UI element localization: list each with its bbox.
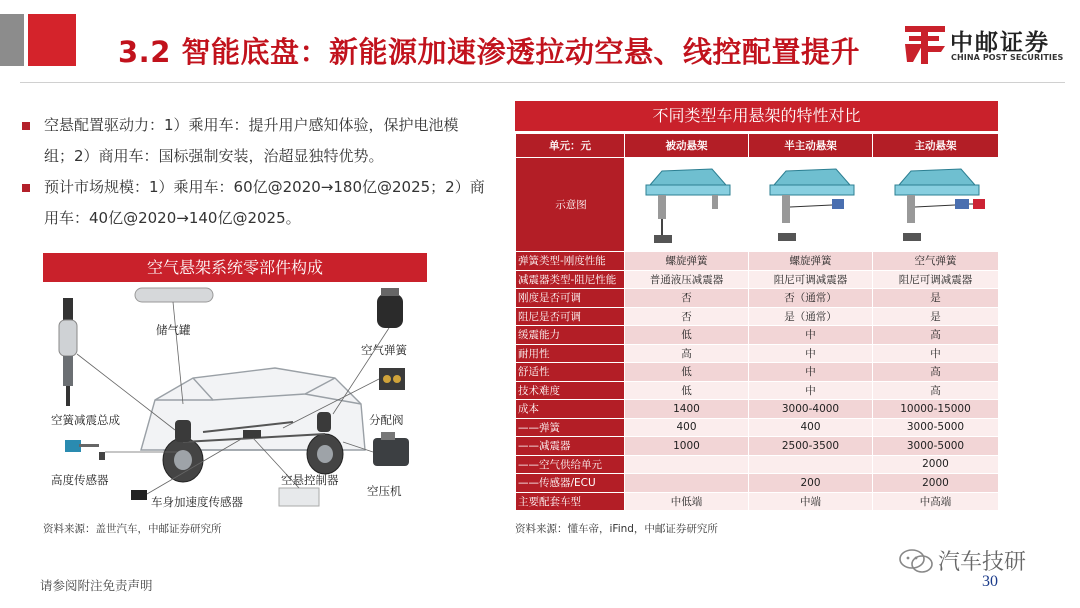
- label-compressor: 空压机: [367, 484, 402, 498]
- table-body: [516, 252, 999, 511]
- table-cell: 中端: [749, 492, 873, 511]
- table-cell: 高: [873, 363, 999, 382]
- table-cell: 否（通常）: [749, 289, 873, 308]
- row-label: 耐用性: [516, 344, 625, 363]
- row-label: 弹簧类型-刚度性能: [516, 252, 625, 271]
- table-cell: 3000-5000: [873, 418, 999, 437]
- suspension-comparison-table: [515, 133, 999, 511]
- row-label: 舒适性: [516, 363, 625, 382]
- row-label: 减震器类型-阻尼性能: [516, 270, 625, 289]
- disclaimer-note: 请参阅附注免责声明: [40, 578, 153, 593]
- table-cell: [625, 455, 749, 474]
- table-cell: 高: [625, 344, 749, 363]
- table-cell: 3000-4000: [749, 400, 873, 419]
- table-cell: 低: [625, 326, 749, 345]
- passive-suspension-diagram-icon: [628, 159, 746, 247]
- table-cell: 1000: [625, 437, 749, 456]
- row-label: 刚度是否可调: [516, 289, 625, 308]
- table-cell: 1400: [625, 400, 749, 419]
- column-header: 半主动悬架: [749, 134, 873, 158]
- table-cell: 2000: [873, 455, 999, 474]
- row-label: ——减震器: [516, 437, 625, 456]
- table-cell: 400: [749, 418, 873, 437]
- table-cell: 中: [749, 326, 873, 345]
- table-row: [516, 326, 999, 345]
- figure-title: 空气悬架系统零部件构成: [43, 253, 427, 282]
- bullet-text: 预计市场规模：1）乘用车：60亿@2020→180亿@2025；2）商用车：40亿@2020→140亿@2025。: [44, 178, 485, 227]
- row-label: 技术难度: [516, 381, 625, 400]
- table-cell: 低: [625, 363, 749, 382]
- watermark-text: 汽车技研: [938, 550, 1027, 575]
- row-label: ——传感器/ECU: [516, 474, 625, 493]
- row-label: 阻尼是否可调: [516, 307, 625, 326]
- air-suspension-figure: [43, 282, 427, 514]
- table-cell: 空气弹簧: [873, 252, 999, 271]
- header-accent-gray: [0, 14, 24, 66]
- bullet-text: 空悬配置驱动力：1）乘用车：提升用户感知体验，保护电池模组；2）商用车：国标强制安装，治超显独特优势。: [44, 116, 459, 165]
- bullet-square-icon: [22, 122, 30, 130]
- table-row: [516, 252, 999, 271]
- row-label: 示意图: [516, 158, 625, 252]
- table-cell: 2500-3500: [749, 437, 873, 456]
- table-row: [516, 270, 999, 289]
- table-cell: 中: [749, 344, 873, 363]
- table-title: 不同类型车用悬架的特性对比: [515, 101, 998, 131]
- table-cell: 400: [625, 418, 749, 437]
- table-row: [516, 289, 999, 308]
- table-cell: 螺旋弹簧: [749, 252, 873, 271]
- diagram-row: [516, 158, 999, 252]
- table-cell: 是: [873, 307, 999, 326]
- active-suspension-diagram-icon: [877, 159, 995, 247]
- page-title: 3.2 智能底盘：新能源加速渗透拉动空悬、线控配置提升: [118, 35, 860, 69]
- label-height-sensor: 高度传感器: [51, 473, 109, 487]
- table-row: [516, 455, 999, 474]
- table-cell: 是: [873, 289, 999, 308]
- table-cell: 普通液压减震器: [625, 270, 749, 289]
- table-cell: 10000-15000: [873, 400, 999, 419]
- table-row: [516, 400, 999, 419]
- bullet-item: [18, 110, 488, 172]
- table-cell: 阻尼可调减震器: [873, 270, 999, 289]
- label-storage-tank: 储气罐: [156, 323, 191, 337]
- table-cell: 2000: [873, 474, 999, 493]
- table-row: [516, 307, 999, 326]
- label-air-spring: 空气弹簧: [361, 343, 407, 357]
- table-row: [516, 474, 999, 493]
- label-distribution-valve: 分配阀: [369, 413, 404, 427]
- table-row: [516, 418, 999, 437]
- active-suspension-diagram: [873, 158, 999, 252]
- table-cell: 3000-5000: [873, 437, 999, 456]
- label-controller: 空悬控制器: [281, 473, 339, 487]
- table-cell: 高: [873, 326, 999, 345]
- logo-text-en: CHINA POST SECURITIES: [951, 53, 1064, 62]
- label-damper-assembly: 空簧减震总成: [51, 413, 120, 427]
- table-cell: 低: [625, 381, 749, 400]
- table-row: [516, 344, 999, 363]
- table-cell: 否: [625, 289, 749, 308]
- table-cell: 中: [749, 363, 873, 382]
- table-cell: 否: [625, 307, 749, 326]
- bullet-list: [18, 110, 488, 234]
- table-cell: [749, 455, 873, 474]
- table-row: [516, 437, 999, 456]
- page-number: 30: [982, 573, 998, 590]
- table-cell: 中高端: [873, 492, 999, 511]
- table-cell: 中: [873, 344, 999, 363]
- row-label: 主要配套车型: [516, 492, 625, 511]
- table-row: [516, 492, 999, 511]
- table-header-row: [516, 134, 999, 158]
- table-cell: 200: [749, 474, 873, 493]
- table-row: [516, 381, 999, 400]
- row-label: 成本: [516, 400, 625, 419]
- passive-suspension-diagram: [625, 158, 749, 252]
- wechat-icon: [898, 548, 934, 574]
- logo-text-cn: 中邮证券: [950, 30, 1050, 56]
- bullet-square-icon: [22, 184, 30, 192]
- row-label: ——弹簧: [516, 418, 625, 437]
- header-accent-red: [28, 14, 76, 66]
- row-label: ——空气供给单元: [516, 455, 625, 474]
- label-accel-sensor: 车身加速度传感器: [151, 495, 243, 509]
- table-cell: [625, 474, 749, 493]
- column-header: 单元：元: [516, 134, 625, 158]
- left-source-note: 资料来源：盖世汽车，中邮证券研究所: [43, 523, 222, 535]
- table-cell: 螺旋弹簧: [625, 252, 749, 271]
- column-header: 主动悬架: [873, 134, 999, 158]
- right-source-note: 资料来源：懂车帝，iFind，中邮证券研究所: [515, 523, 718, 535]
- company-logo: [903, 22, 1073, 72]
- table-cell: 中低端: [625, 492, 749, 511]
- header-divider: [20, 82, 1065, 83]
- china-post-logo-icon: [903, 22, 947, 68]
- table-cell: 阻尼可调减震器: [749, 270, 873, 289]
- semi-active-suspension-diagram-icon: [752, 159, 870, 247]
- bullet-item: [18, 172, 488, 234]
- row-label: 缓震能力: [516, 326, 625, 345]
- column-header: 被动悬架: [625, 134, 749, 158]
- table-cell: 中: [749, 381, 873, 400]
- semi-active-suspension-diagram: [749, 158, 873, 252]
- table-row: [516, 363, 999, 382]
- table-cell: 高: [873, 381, 999, 400]
- table-cell: 是（通常）: [749, 307, 873, 326]
